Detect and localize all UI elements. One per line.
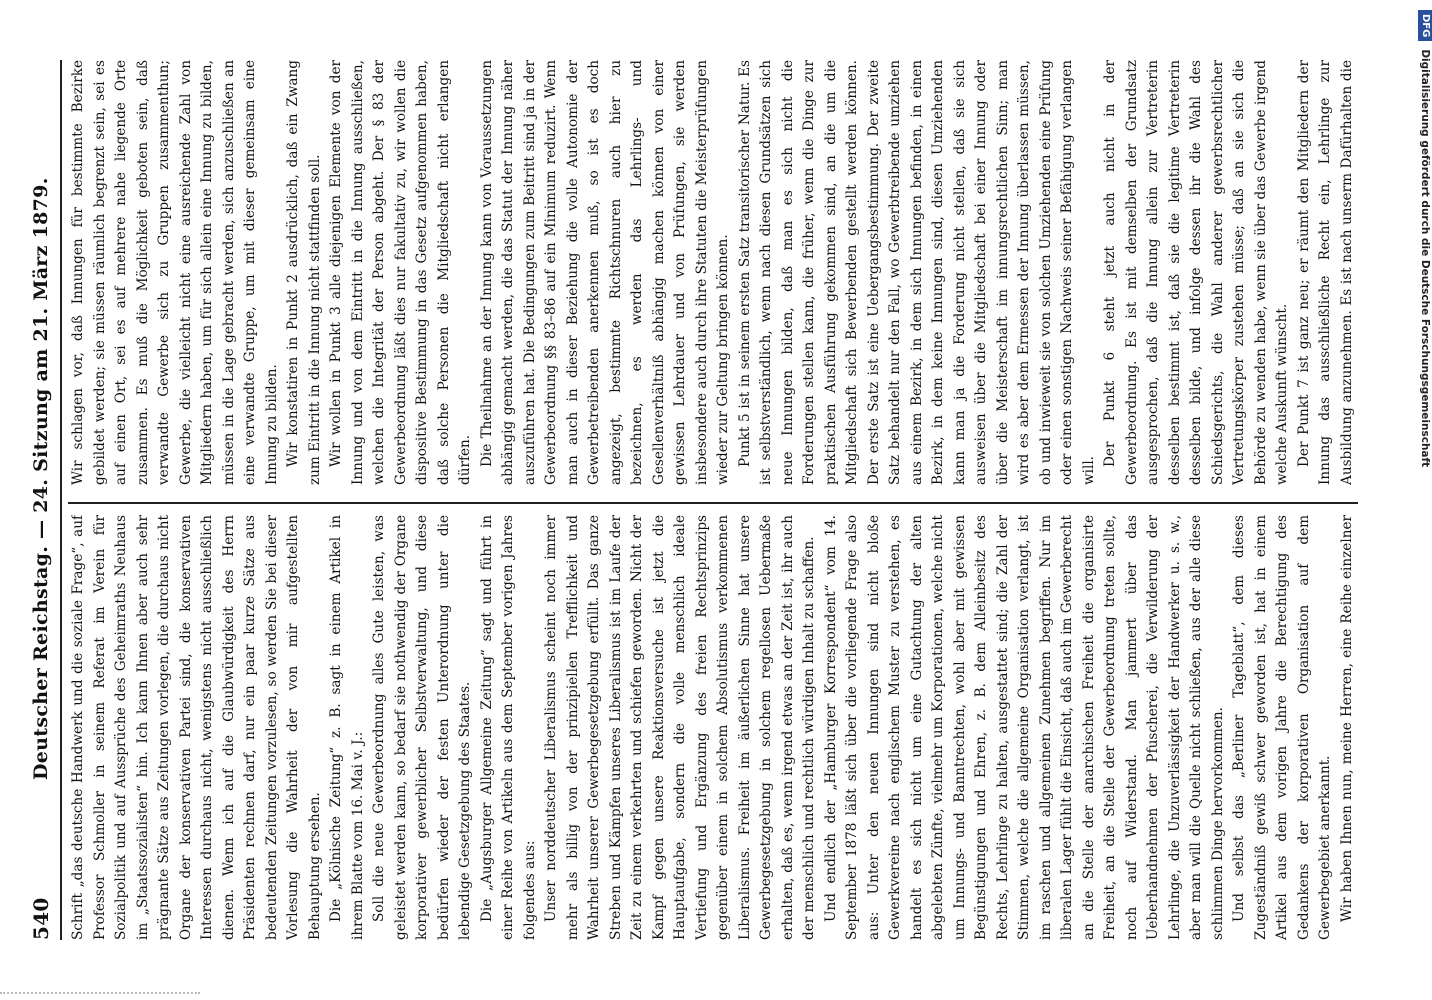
paragraph: Wir schlagen vor, daß Innungen für bestimmte Bezirke gebildet werden; sie müssen räumlich begrenzt sein, sei es auf einen Ort, sei es auf mehrere nahe liegende Orte zusammen. Es muß die Möglichkeit geboten sein, daß verwandte Gewerbe sich zu Gruppen zusammenthun; Gewerbe, die vielleicht nicht eine ausreichende Zahl von Mitgliedern haben, um für sich allein eine Innung zu bilden, müssen in die Lage gebracht werden, sich anzuschließen an eine verwandte Gruppe, um mit dieser gemeinsam eine Innung zu bilden. (70, 60, 280, 485)
paragraph: Die „Kölnische Zeitung“ z. B. sagt in einem Artikel in ihrem Blatte vom 16. Mai v. J.: (328, 515, 366, 940)
paragraph: Wir konstatiren in Punkt 2 ausdrücklich, daß ein Zwang zum Eintritt in die Innung nicht stattfinden soll. (285, 60, 323, 485)
quote-paragraph: Unser norddeutscher Liberalismus scheint noch immer mehr als billig von der prinzipiellen Trefflichkeit und Wahrheit unserer Gewerbegesetzgebung erfüllt. Das ganze Streben und Kämpfen unseres Liberalismus ist im Laufe der Zeit zu einem verkehrten und schiefen geworden. Nicht der Kampf gegen unsere Reaktionsversuche ist jetzt die Hauptaufgabe, sondern die volle menschlich ideale Vertiefung und Ergänzung des freien Rechtsprinzips gegenüber einem in solchem Absolutismus verkommenen Liberalismus. Freiheit im äußerlichen Sinne hat unsere Gewerbegesetzgebung in solchem regellosen Uebermaße erhalten, daß es, wenn irgend etwas an der Zeit ist, ihr auch der menschlich und rechtlich würdigen Inhalt zu schaffen. (543, 515, 817, 940)
paragraph: Der Punkt 6 steht jetzt auch nicht in der Gewerbeordnung. Es ist mit demselben der Grundsatz ausgesprochen, daß die Innung allein zur Vertreterin desselben bestimmt ist, daß sie die legitime Vertreterin desselben bilde, und infolge dessen ihr die Wahl des Schiedsgerichts, die Wahl anderer gewerbsrechtlicher Vertretungskörper zustehen müsse; daß an sie sich die Behörde zu wenden habe, wenn sie über das Gewerbe irgend welche Auskunft wünscht. (1102, 60, 1290, 485)
right-column (68, 60, 1358, 485)
scan-edge-specks (0, 992, 200, 998)
paragraph: Und endlich der „Hamburger Korrespondent“ vom 14. September 1878 läßt sich über die vorliegende Frage also aus: Unter den neuen Innungen sind nicht bloße Gewerkvereine nach englischem Muster zu verstehen, es handelt es sich nicht um eine Gutachtung der alten abgelebten Zünfte, vielmehr um Korporationen, welche nicht um Innungs- und Banntrechten, wohl aber mit gewissen Begünstigungen und Ehren, z. B. dem Alleinbesitz des Rechts, Lehrlinge zu halten, ausgestattet sind; die Zahl der Stimmen, welche die allgemeine Organisation verlangt, ist im raschen und allgemeinen Zunehmen begriffen. Nur im liberalen Lager fühlt die Einsicht, daß auch im Gewerberecht an die Stelle der anarchischen Freiheit die organisirte Freiheit, an die Stelle der Gewerbeordnung treten sollte, noch auf Widerstand. Man jammert über das Ueberhandnehmen der Pfuscherei, die Verwilderung der Lehrlinge, die Unzuverlässigkeit der Handwerker u. s. w., aber man will die Quelle nicht schließen, aus der alle diese schlimmen Dinge hervorkommen. (822, 515, 1226, 940)
paragraph: Punkt 5 ist in seinem ersten Satz transitorischer Natur. Es ist selbstverständlich, wenn nach diesen Grundsätzen sich neue Innungen bilden, daß man es sich nicht die Forderungen stellen kann, die früher, wenn die Dinge zur praktischen Ausführung gekommen sind, an die um die Mitgliedschaft sich Bewerbenden gestellt werden können. Der erste Satz ist eine Uebergangsbestimmung. Der zweite Satz behandelt nur den Fall, wo Gewerbtreibende umziehen aus einem Bezirk, in dem sich Innungen befinden, in einen Bezirk, in dem keine Innungen sind, diesen Umziehenden kann man ja die Forderung nicht stellen, daß sie sich ausweisen über die Mitgliedschaft bei einer Innung oder über die Meisterschaft im innungsrechtlichen Sinn; man wird es aber dem Ermessen der Innung überlassen müssen, ob und inwieweit sie von solchen Umziehenden eine Prüfung oder einen sonstigen Nachweis seiner Befähigung verlangen will. (736, 60, 1097, 485)
paragraph: Die Theilnahme an der Innung kann von Voraussetzungen abhängig gemacht werden, die das Statut der Innung näher auszuführen hat. Die Bedingungen zum Beitritt sind ja in der Gewerbeordnung §§ 83–86 auf ein Minimum reduzirt. Wenn man auch in dieser Beziehung die volle Autonomie der Gewerbetreibenden anerkennen muß, so ist es doch angezeigt, bestimmte Richtschnuren auch hier zu bezeichnen, es werden das Lehrlings- und Gesellenverhältniß abhängig machen können von einer gewissen Lehrdauer und von Prüfungen, sie werden insbesondere auch durch ihre Statuten die Meisterprüfungen wieder zur Geltung bringen können. (478, 60, 731, 485)
page-number: 540 (29, 897, 53, 940)
running-title: Deutscher Reichstag. — 24. Sitzung am 21. März 1879. (30, 177, 52, 780)
paragraph: Schrift „das deutsche Handwerk und die soziale Frage“, auf Professor Schmoller in seinem Referat im Verein für Sozialpolitik und auf Aussprüche des Geheimraths Neuhaus im „Staatssozialisten“ hin. Ich kann Ihnen aber auch sehr prägnante Sätze aus Zeitungen vorlegen, die durchaus nicht Organe der konservativen Partei sind, die konservativen Interessen durchaus nicht, wenigstens nicht ausschließlich dienen. Wenn ich auf die Glaubwürdigkeit des Herrn Präsidenten rechnen darf, nur ein paar kurze Sätze aus bedeutenden Zeitungen vorzulesen, so werden Sie bei dieser Vorlesung die Wahrheit der von mir aufgestellten Behauptung ersehen. (70, 515, 323, 940)
paragraph: Wir haben Ihnen nun, meine Herren, eine Reihe einzelner (1338, 515, 1355, 922)
left-column (68, 515, 1358, 940)
paragraph: Und selbst das „Berliner Tageblatt“, dem dieses Zugeständniß gewiß schwer geworden ist, hat in einem Artikel aus dem vorigen Jahre die Berechtigung des Gedankens der korporativen Organisation auf dem Gewerbegebiet anerkannt. (1231, 515, 1333, 940)
paragraph: Der Punkt 7 ist ganz neu; er räumt den Mitgliedern der Innung das ausschließliche Recht ein, Lehrlinge zur Ausbildung anzunehmen. Es ist nach unserm Dafürhalten die (1295, 60, 1355, 485)
quote-paragraph: Soll die neue Gewerbeordnung alles Gute leisten, was geleistet werden kann, so bedarf sie nothwendig der Organe korporativer gewerblicher Selbstverwaltung, und diese bedürfen wieder der festen Unterordnung unter die lebendige Gesetzgebung des Staates. (371, 515, 473, 940)
column-divider (68, 502, 1358, 504)
paragraph: Wir wollen in Punkt 3 alle diejenigen Elemente von der Innung und von dem Eintritt in die Innung ausschließen, welchen die Integrität der Person abgeht. Der § 83 der Gewerbeordnung läßt dies nur fakultativ zu, wir wollen die dispositive Bestimmung in das Gesetz aufgenommen haben, daß solche Personen die Mitgliedschaft nicht erlangen dürfen. (328, 60, 473, 485)
dfg-sidebar (1418, 10, 1432, 990)
dfg-logo: DFG (1418, 10, 1432, 41)
page-header (22, 60, 62, 940)
dfg-credit (1418, 10, 1432, 990)
paragraph: Die „Augsburger Allgemeine Zeitung“ sagt und führt in einer Reihe von Artikeln aus dem September vorigen Jahres folgendes aus: (478, 515, 538, 940)
dfg-note: Digitalisierung gefördert durch die Deutsche Forschungsgemeinschaft (1419, 49, 1431, 468)
